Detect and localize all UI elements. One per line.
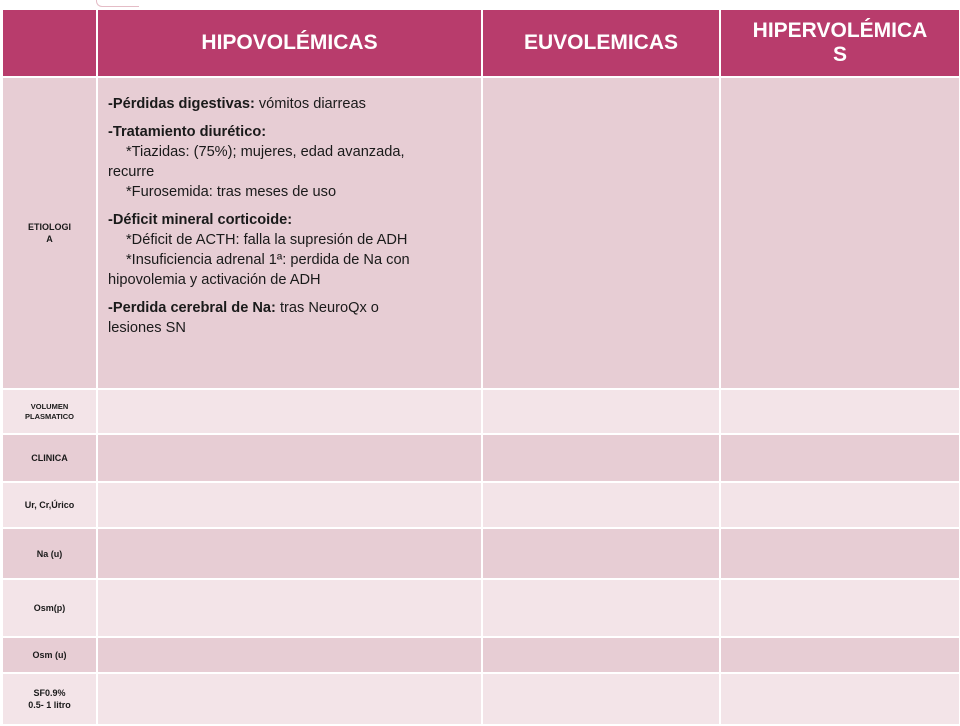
row-osm-u	[2, 637, 960, 673]
etiologia-hipovolemicas-cell	[97, 77, 482, 389]
osmu-hipovolemicas-cell	[97, 637, 482, 673]
item-subline: *Déficit de ACTH: falla la supresión de ADH	[126, 232, 408, 248]
row-label-sf-line2: 0.5- 1 litro	[28, 700, 71, 710]
row-na-u	[2, 528, 960, 579]
header-row	[2, 9, 960, 77]
header-euvolemicas: EUVOLEMICAS	[482, 9, 720, 77]
sf-hipervolemicas-cell	[720, 673, 960, 725]
header-hipervolemicas-line2: S	[832, 43, 847, 66]
osmp-euvolemicas-cell	[482, 579, 720, 637]
osmu-euvolemicas-cell	[482, 637, 720, 673]
row-osm-p	[2, 579, 960, 637]
volumen-hipervolemicas-cell	[720, 389, 960, 434]
osmp-hipervolemicas-cell	[720, 579, 960, 637]
sf-hipovolemicas-cell	[97, 673, 482, 725]
item-title: -Pérdidas digestivas:	[108, 96, 255, 112]
sf-euvolemicas-cell	[482, 673, 720, 725]
row-label-volumen-plasmatico	[2, 389, 97, 434]
row-label-osm-u: Osm (u)	[2, 637, 97, 673]
item-title: -Perdida cerebral de Na:	[108, 300, 276, 316]
clinica-hipervolemicas-cell	[720, 434, 960, 482]
etiologia-item-deficit-mineral-corticoide	[108, 210, 473, 290]
row-label-etiologia	[2, 77, 97, 389]
item-title: -Déficit mineral corticoide:	[108, 212, 293, 228]
row-ur-cr-urico	[2, 482, 960, 528]
row-sf	[2, 673, 960, 725]
etiologia-item-perdidas-digestivas	[108, 94, 473, 114]
row-clinica	[2, 434, 960, 482]
item-subline: *Tiazidas: (75%); mujeres, edad avanzada,	[126, 144, 405, 160]
row-label-ur-cr-urico: Ur, Cr,Úrico	[2, 482, 97, 528]
osmp-hipovolemicas-cell	[97, 579, 482, 637]
row-label-na-u: Na (u)	[2, 528, 97, 579]
item-subline: *Furosemida: tras meses de uso	[126, 184, 337, 200]
row-label-volumen-line1: VOLUMEN	[30, 401, 69, 411]
row-label-volumen-line2: PLASMATICO	[24, 411, 75, 421]
etiologia-hipervolemicas-cell	[720, 77, 960, 389]
row-label-osm-p: Osm(p)	[2, 579, 97, 637]
header-hipervolemicas	[720, 9, 960, 77]
ur-hipervolemicas-cell	[720, 482, 960, 528]
item-subline: *Insuficiencia adrenal 1ª: perdida de Na con	[126, 252, 410, 268]
item-text-continuation: lesiones SN	[108, 320, 186, 336]
item-subline-continuation: recurre	[108, 164, 155, 180]
hyponatremia-table	[1, 8, 960, 726]
osmu-hipervolemicas-cell	[720, 637, 960, 673]
ur-hipovolemicas-cell	[97, 482, 482, 528]
row-label-etiologia-line1: ETIOLOGI	[27, 222, 71, 232]
na-euvolemicas-cell	[482, 528, 720, 579]
row-etiologia	[2, 77, 960, 389]
item-text: vómitos diarreas	[254, 96, 366, 112]
header-empty-cell	[2, 9, 97, 77]
etiologia-item-tratamiento-diuretico	[108, 122, 473, 202]
volumen-hipovolemicas-cell	[97, 389, 482, 434]
clinica-hipovolemicas-cell	[97, 434, 482, 482]
etiologia-euvolemicas-cell	[482, 77, 720, 389]
volumen-euvolemicas-cell	[482, 389, 720, 434]
header-hipervolemicas-line1: HIPERVOLÉMICA	[752, 19, 928, 42]
item-text: tras NeuroQx o	[275, 300, 379, 316]
corner-decoration	[96, 0, 139, 7]
row-label-sf	[2, 673, 97, 725]
clinica-euvolemicas-cell	[482, 434, 720, 482]
na-hipovolemicas-cell	[97, 528, 482, 579]
row-label-etiologia-line2: A	[46, 234, 53, 244]
row-label-clinica: CLINICA	[2, 434, 97, 482]
etiologia-item-perdida-cerebral-na	[108, 298, 473, 338]
item-subline-continuation: hipovolemia y activación de ADH	[108, 272, 321, 288]
row-label-sf-line1: SF0.9%	[33, 688, 66, 698]
na-hipervolemicas-cell	[720, 528, 960, 579]
item-title: -Tratamiento diurético:	[108, 124, 267, 140]
header-hipovolemicas: HIPOVOLÉMICAS	[97, 9, 482, 77]
ur-euvolemicas-cell	[482, 482, 720, 528]
row-volumen-plasmatico	[2, 389, 960, 434]
